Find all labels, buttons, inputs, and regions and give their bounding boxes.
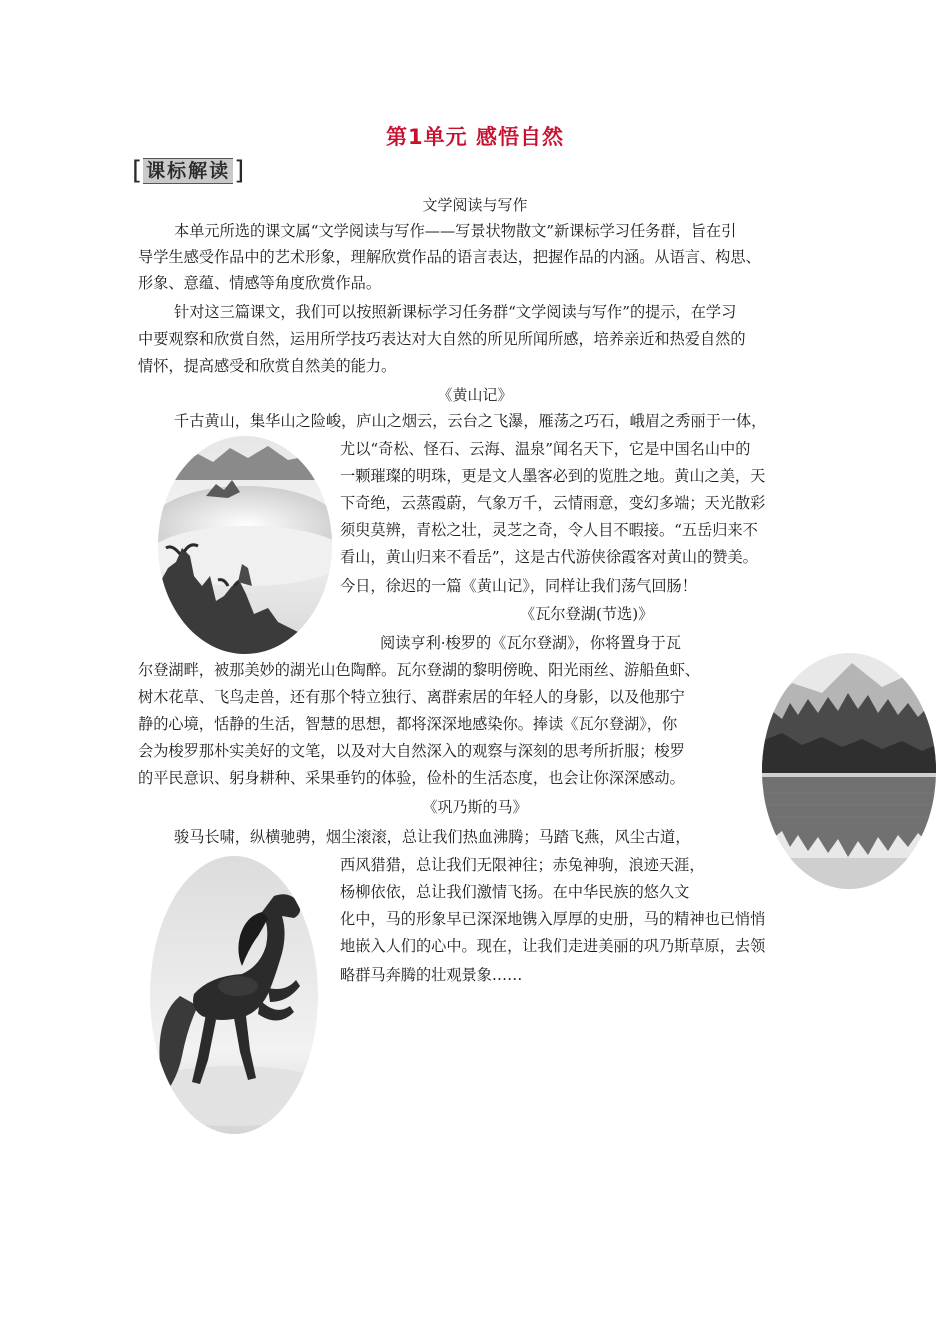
galloping-horse-image xyxy=(150,856,318,1134)
article-title-horse: 《巩乃斯的马》 xyxy=(422,798,528,816)
intro-line: 中要观察和欣赏自然，运用所学技巧表达对大自然的所见所闻所感，培养亲近和热爱自然的 xyxy=(138,330,746,348)
article-line: 的平民意识、躬身耕种、采果垂钓的体验，俭朴的生活态度，也会让你深深感动。 xyxy=(138,769,685,787)
article-line: 静的心境，恬静的生活，智慧的思想，都将深深地感染你。捧读《瓦尔登湖》，你 xyxy=(138,715,678,733)
article-line: 尤以“奇松、怪石、云海、温泉”闻名天下，它是中国名山中的 xyxy=(340,440,751,458)
article-line: 尔登湖畔，被那美妙的湖光山色陶醉。瓦尔登湖的黎明傍晚、阳光雨丝、游船鱼虾、 xyxy=(138,661,700,679)
article-line: 西风猎猎，总让我们无限神往；赤兔神驹，浪迹天涯， xyxy=(340,856,705,874)
walden-lake-image xyxy=(762,653,936,889)
article-line: 看山，黄山归来不看岳”，这是古代游侠徐霞客对黄山的赞美。 xyxy=(340,548,758,566)
intro-line: 情怀，提高感受和欣赏自然美的能力。 xyxy=(138,357,397,375)
section-badge: [ 课标解读 ] xyxy=(132,156,245,186)
intro-line: 针对这三篇课文，我们可以按照新课标学习任务群“文学阅读与写作”的提示，在学习 xyxy=(174,303,737,321)
article-line: 须臾莫辨，青松之壮，灵芝之奇，令人目不暇接。“五岳归来不 xyxy=(340,521,758,539)
article-line: 下奇绝，云蒸霞蔚，气象万千，云情雨意，变幻多端；天光散彩 xyxy=(340,494,766,512)
article-line: 骏马长啸，纵横驰骋，烟尘滚滚，总让我们热血沸腾；马踏飞燕，风尘古道， xyxy=(174,828,691,846)
article-title-huangshan: 《黄山记》 xyxy=(437,386,513,404)
badge-label: 课标解读 xyxy=(143,158,233,184)
intro-line: 本单元所选的课文属“文学阅读与写作——写景状物散文”新课标学习任务群，旨在引 xyxy=(174,222,737,240)
page-title: 第1单元 感悟自然 xyxy=(386,125,564,149)
article-title-walden: 《瓦尔登湖(节选)》 xyxy=(520,605,654,623)
article-line: 阅读亨利·梭罗的《瓦尔登湖》，你将置身于瓦 xyxy=(380,634,681,652)
article-line: 地嵌入人们的心中。现在，让我们走进美丽的巩乃斯草原，去领 xyxy=(340,937,766,955)
article-line: 化中，马的形象早已深深地镌入厚厚的史册，马的精神也已悄悄 xyxy=(340,910,766,928)
article-line: 杨柳依依，总让我们激情飞扬。在中华民族的悠久文 xyxy=(340,883,690,901)
article-line: 树木花草、飞鸟走兽，还有那个特立独行、离群索居的年轻人的身影，以及他那宁 xyxy=(138,688,685,706)
article-line: 千古黄山，集华山之险峻，庐山之烟云，云台之飞瀑，雁荡之巧石，峨眉之秀丽于一体， xyxy=(174,412,767,430)
article-line: 今日，徐迟的一篇《黄山记》，同样让我们荡气回肠！ xyxy=(340,577,697,595)
article-line: 略群马奔腾的壮观景象…… xyxy=(340,966,523,984)
intro-line: 导学生感受作品中的艺术形象，理解欣赏作品的语言表达，把握作品的内涵。从语言、构思、 xyxy=(138,248,761,266)
section-heading: 文学阅读与写作 xyxy=(422,196,528,214)
intro-line: 形象、意蕴、情感等角度欣赏作品。 xyxy=(138,274,381,292)
huangshan-mountain-image xyxy=(158,436,332,654)
article-line: 一颗璀璨的明珠，更是文人墨客必到的览胜之地。黄山之美，天 xyxy=(340,467,766,485)
article-line: 会为梭罗那朴实美好的文笔，以及对大自然深入的观察与深刻的思考所折服；梭罗 xyxy=(138,742,685,760)
